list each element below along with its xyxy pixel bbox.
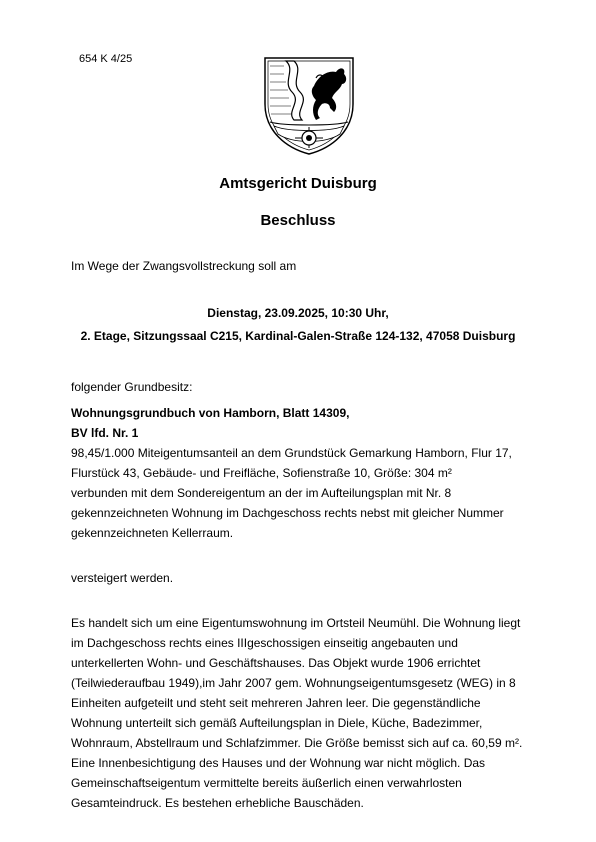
description-line: (Teilwiederaufbau 1949),im Jahr 2007 gem. Wohnungseigentumsgesetz (WEG) in 8: [71, 676, 516, 690]
description-line: Wohnung unterteilt sich gemäß Aufteilungsplan in Diele, Küche, Badezimmer,: [71, 716, 483, 730]
property-title: Wohnungsgrundbuch von Hamborn, Blatt 14309,: [71, 406, 350, 420]
property-line: Flurstück 43, Gebäude- und Freifläche, Sofienstraße 10, Größe: 304 m²: [71, 466, 452, 480]
case-number: 654 K 4/25: [79, 53, 133, 65]
description-line: Einheiten aufgeteilt und steht seit mehreren Jahren leer. Die gegenständliche: [71, 696, 481, 710]
decision-title: Beschluss: [260, 212, 336, 229]
property-line: verbunden mit dem Sondereigentum an der im Aufteilungsplan mit Nr. 8: [71, 486, 452, 500]
object-description: [71, 613, 541, 813]
property-block: [71, 403, 541, 543]
court-title: Amtsgericht Duisburg: [219, 175, 377, 192]
description-line: Wohnraum, Abstellraum und Schlafzimmer. Die Größe bemisst sich auf ca. 60,59 m².: [71, 736, 523, 750]
intro-text: Im Wege der Zwangsvollstreckung soll am: [71, 259, 297, 273]
description-line: unterkellerten Wohn- und Geschäftshauses. Das Objekt wurde 1906 errichtet: [71, 656, 481, 670]
property-intro: folgender Grundbesitz:: [71, 380, 193, 394]
property-line: gekennzeichneten Kellerraum.: [71, 526, 234, 540]
auction-date: Dienstag, 23.09.2025, 10:30 Uhr,: [207, 306, 389, 320]
description-line: im Dachgeschoss rechts eines IIIgeschossigen einseitig angebauten und: [71, 636, 458, 650]
description-line: Es handelt sich um eine Eigentumswohnung im Ortsteil Neumühl. Die Wohnung liegt: [71, 616, 521, 630]
property-bv: BV lfd. Nr. 1: [71, 426, 139, 440]
auction-statement: versteigert werden.: [71, 571, 174, 585]
auction-location: 2. Etage, Sitzungssaal C215, Kardinal-Galen-Straße 124-132, 47058 Duisburg: [80, 329, 516, 343]
description-line: Eine Innenbesichtigung des Hauses und der Wohnung war nicht möglich. Das: [71, 756, 486, 770]
description-line: Gesamteindruck. Es bestehen erhebliche Bauschäden.: [71, 796, 364, 810]
coat-of-arms-nrw-icon: [262, 56, 356, 156]
description-line: Gemeinschaftseigentum vermittelte bereits äußerlich einen verwahrlosten: [71, 776, 462, 790]
property-line: gekennzeichneten Wohnung im Dachgeschoss rechts nebst mit gleicher Nummer: [71, 506, 504, 520]
property-line: 98,45/1.000 Miteigentumsanteil an dem Grundstück Gemarkung Hamborn, Flur 17,: [71, 446, 512, 460]
